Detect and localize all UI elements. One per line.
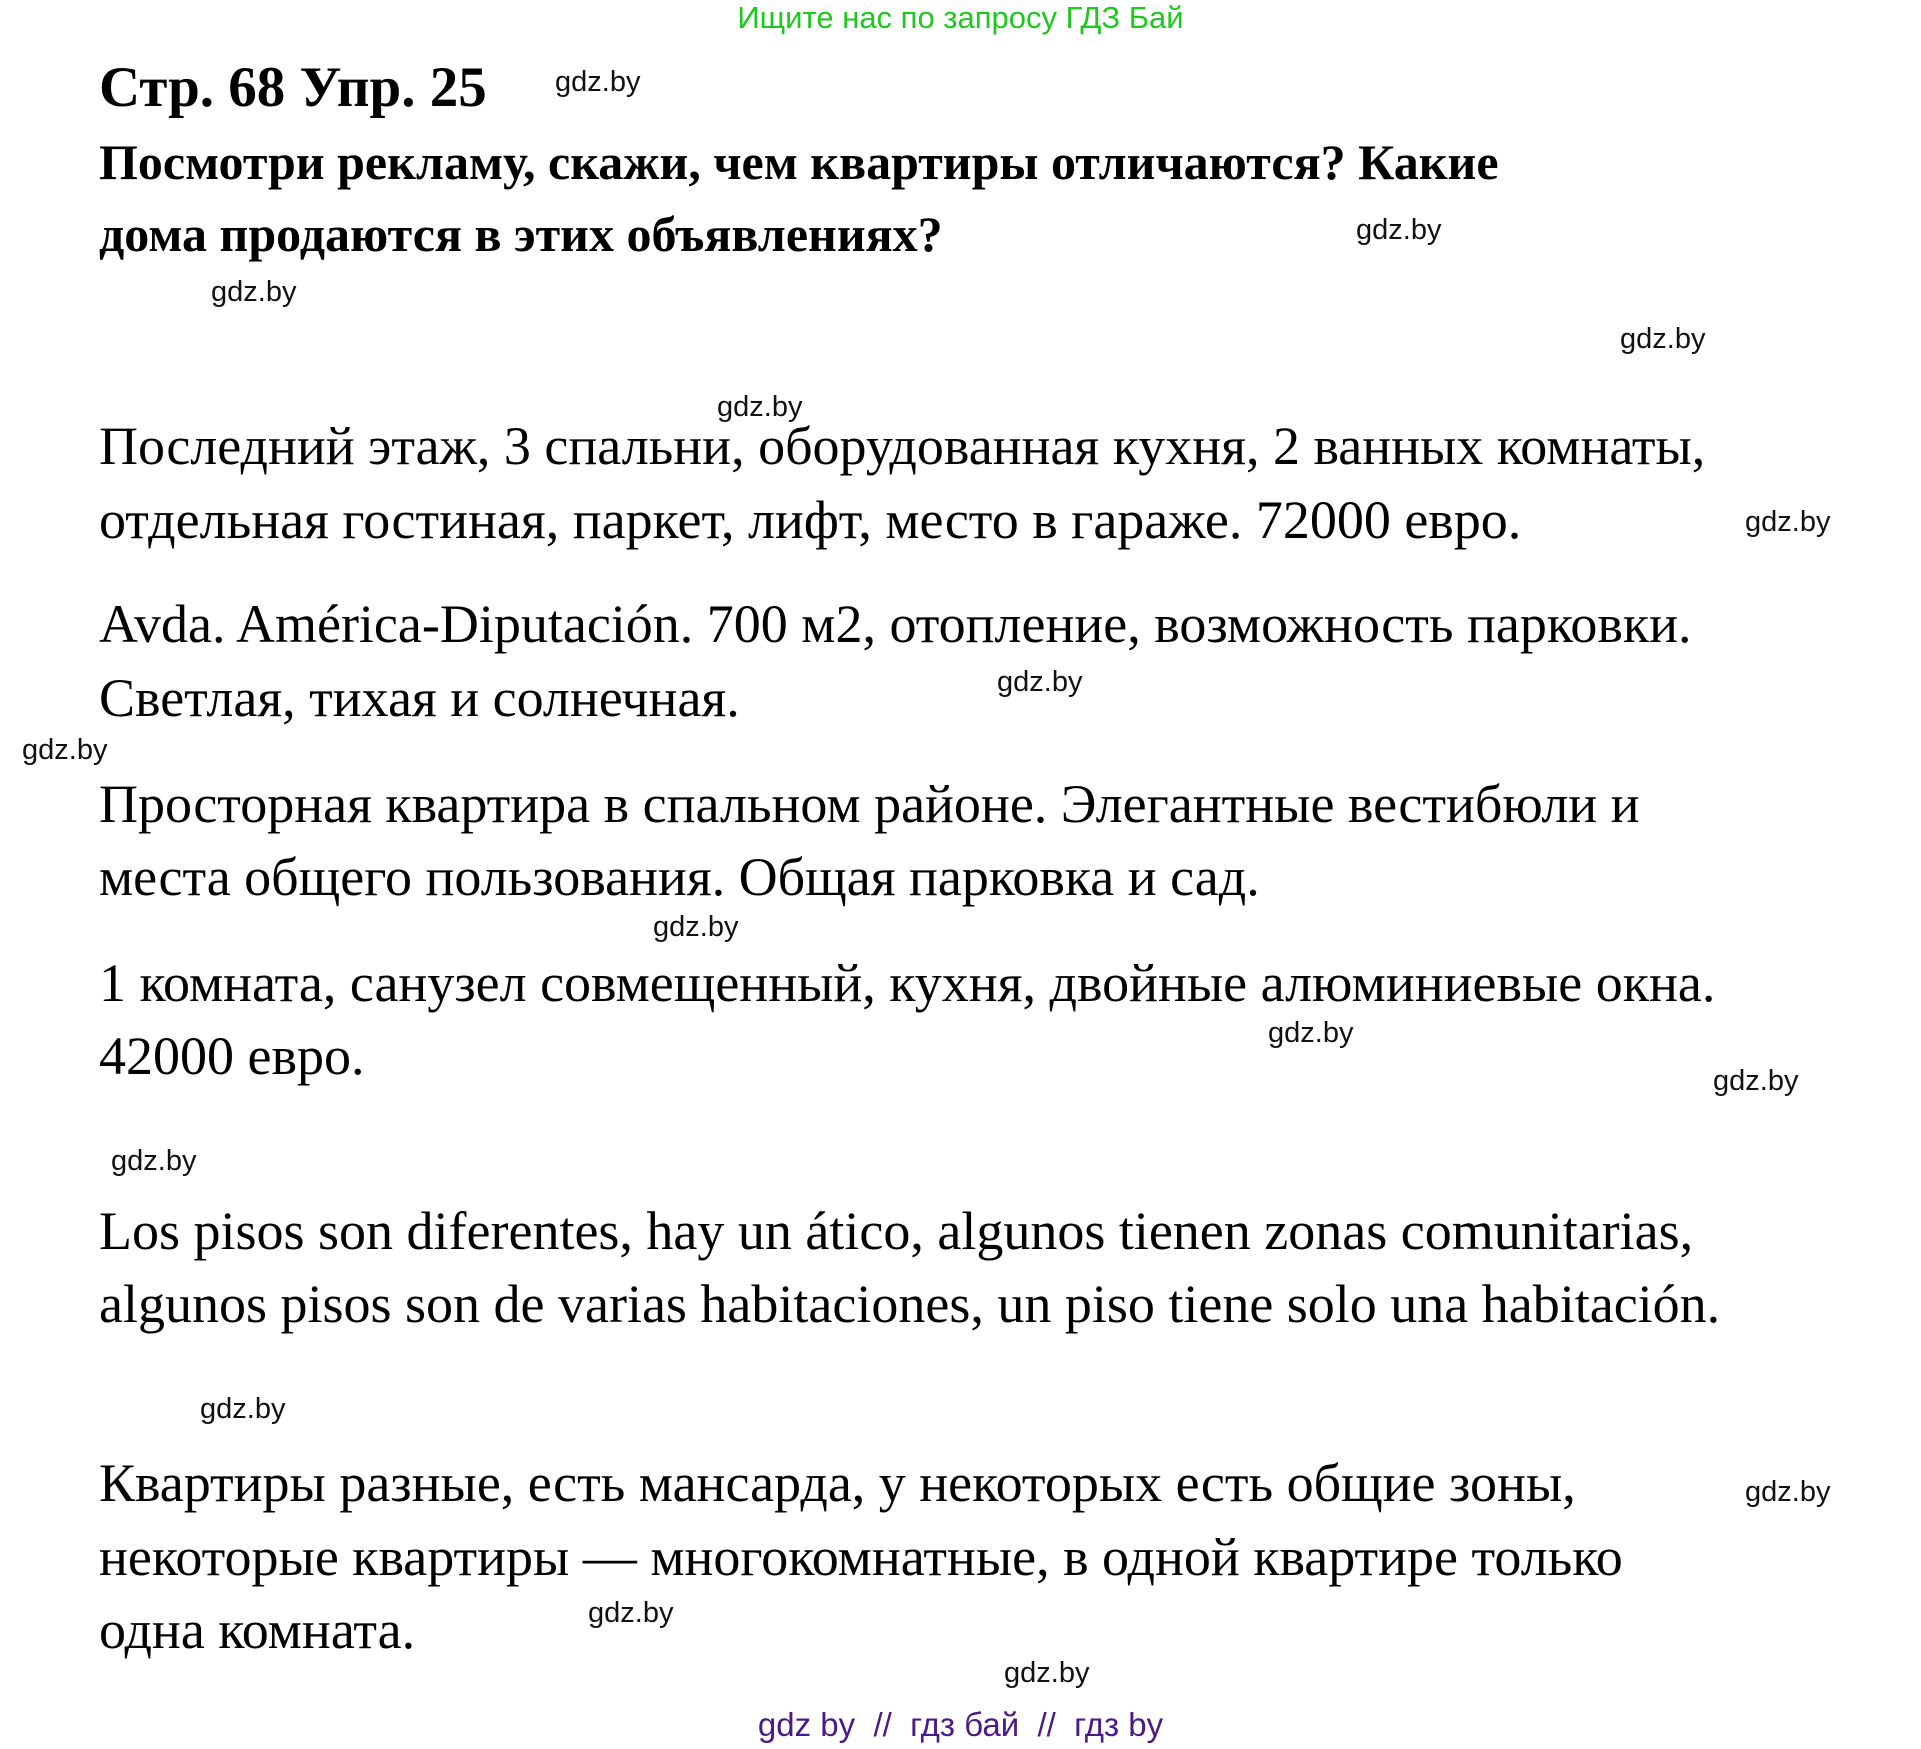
answer-ru-line-1: Квартиры разные, есть мансарда, у некоторых есть общие зоны, <box>99 1453 1576 1513</box>
watermark: gdz.by <box>22 734 108 766</box>
watermark: gdz.by <box>1356 214 1442 246</box>
promo-banner-bottom: gdz by // гдз бай // гдз by <box>757 1706 1164 1743</box>
promo-banner-top: Ищите нас по запросу ГДЗ Бай <box>737 0 1184 35</box>
question-line-1: Посмотри рекламу, скажи, чем квартиры отличаются? Какие <box>99 134 1499 190</box>
answer-es-line-1: Los pisos son diferentes, hay un ático, algunos tienen zonas comunitarias, <box>99 1201 1694 1261</box>
watermark: gdz.by <box>111 1145 197 1177</box>
ad-2-line-1: Avda. América-Diputación. 700 м2, отопление, возможность парковки. <box>99 594 1692 654</box>
watermark: gdz.by <box>1004 1657 1090 1689</box>
watermark: gdz.by <box>200 1393 286 1425</box>
ad-1-line-1: Последний этаж, 3 спальни, оборудованная кухня, 2 ванных комнаты, <box>99 416 1706 476</box>
ad-2-line-2: Светлая, тихая и солнечная. <box>99 668 740 728</box>
watermark: gdz.by <box>653 911 739 943</box>
watermark: gdz.by <box>1745 506 1831 538</box>
page-title: Стр. 68 Упр. 25 <box>99 56 487 119</box>
watermark: gdz.by <box>555 66 641 98</box>
watermark: gdz.by <box>211 276 297 308</box>
watermark: gdz.by <box>1745 1476 1831 1508</box>
watermark: gdz.by <box>997 666 1083 698</box>
question-line-2: дома продаются в этих объявлениях? <box>99 206 943 262</box>
ad-4-line-2: 42000 евро. <box>99 1026 365 1086</box>
answer-es-line-2: algunos pisos son de varias habitaciones, un piso tiene solo una habitación. <box>99 1274 1721 1334</box>
ad-3-line-1: Просторная квартира в спальном районе. Элегантные вестибюли и <box>99 774 1640 834</box>
ad-4-line-1: 1 комната, санузел совмещенный, кухня, двойные алюминиевые окна. <box>99 953 1716 1013</box>
watermark: gdz.by <box>588 1597 674 1629</box>
ad-1-line-2: отдельная гостиная, паркет, лифт, место в гараже. 72000 евро. <box>99 490 1522 550</box>
answer-ru-line-3: одна комната. <box>99 1600 416 1660</box>
watermark: gdz.by <box>1713 1065 1799 1097</box>
ad-3-line-2: места общего пользования. Общая парковка и сад. <box>99 847 1260 907</box>
watermark: gdz.by <box>717 391 803 423</box>
watermark: gdz.by <box>1620 323 1706 355</box>
answer-ru-line-2: некоторые квартиры — многокомнатные, в одной квартире только <box>99 1527 1623 1587</box>
watermark: gdz.by <box>1268 1017 1354 1049</box>
